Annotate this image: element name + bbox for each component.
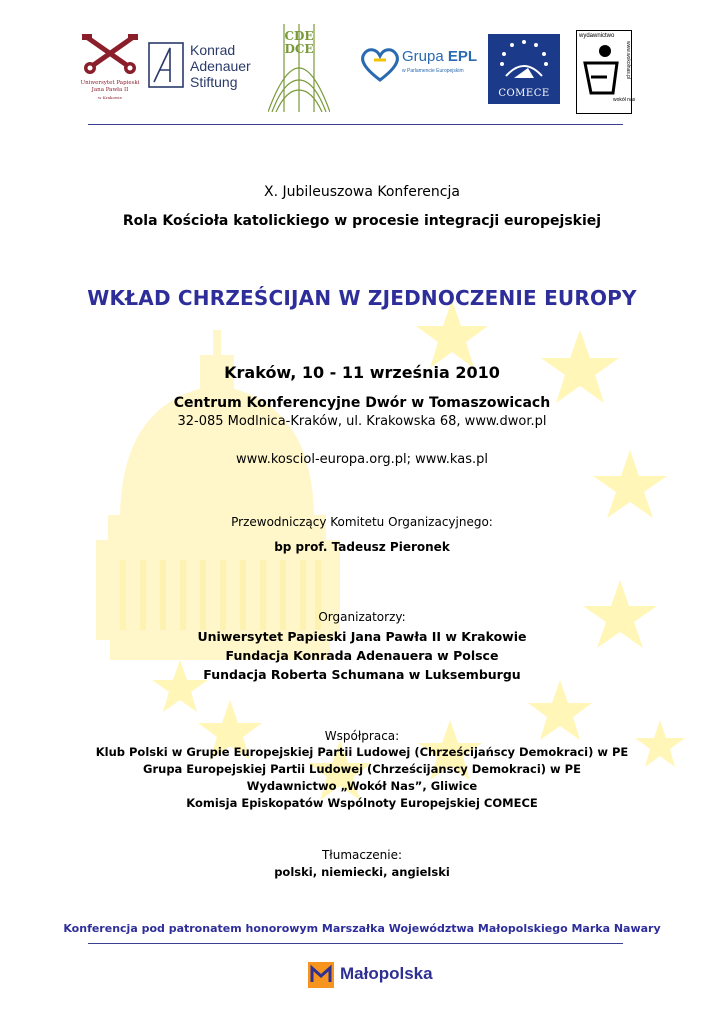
cooperation-item: Grupa Europejskiej Partii Ludowej (Chrześcijanscy Demokraci) w PE (143, 762, 581, 776)
cooperation-item: Wydawnictwo „Wokół Nas”, Gliwice (246, 779, 478, 793)
epl-name-suffix: EPL (447, 48, 478, 65)
event-websites: www.kosciol-europa.org.pl; www.kas.pl (236, 452, 488, 467)
partner-logos-row (70, 22, 636, 114)
header-divider (88, 124, 623, 125)
event-date-place: Kraków, 10 - 11 września 2010 (224, 363, 500, 382)
upjp2-caption-line: Jana Pawła II (91, 87, 129, 93)
comece-name: COMECE (498, 88, 550, 99)
organizer-item: Fundacja Roberta Schumana w Luksemburgu (203, 667, 521, 682)
upjp2-logo (78, 32, 142, 114)
cde-letters-bottom: DCE (284, 42, 314, 56)
wokol-side-text: www.wokolnas.pl (625, 41, 631, 80)
epl-name-prefix: Grupa (402, 48, 448, 65)
upjp2-caption-line: Uniwersytet Papieski (80, 80, 140, 86)
cooperation-item: Klub Polski w Grupie Europejskiej Partii Ludowej (Chrześcijańscy Demokraci) w PE (95, 745, 629, 759)
committee-label: Przewodniczący Komitetu Organizacyjnego: (231, 515, 493, 529)
organizers-label: Organizatorzy: (318, 610, 406, 624)
cooperation-item: Komisja Episkopatów Wspólnoty Europejskiej COMECE (186, 796, 538, 810)
kas-emblem-icon (148, 42, 184, 88)
comece-logo (488, 34, 560, 104)
wokol-nas-logo (576, 30, 636, 114)
organizer-item: Uniwersytet Papieski Jana Pawła II w Krakowie (197, 629, 527, 644)
crossed-keys-icon (78, 32, 142, 76)
malopolska-logo (308, 962, 448, 992)
organizers-list (0, 627, 724, 684)
conference-subtitle: Rola Kościoła katolickiego w procesie integracji europejskiej (122, 213, 602, 229)
organizer-item: Fundacja Konrada Adenauera w Polsce (225, 648, 499, 663)
star-1 (416, 300, 488, 368)
kas-name-line: Adenauer (190, 58, 251, 74)
conference-edition: X. Jubileuszowa Konferencja (264, 184, 460, 200)
comece-stars-icon (488, 34, 560, 90)
patronage-note: Konferencja pod patronatem honorowym Marszałka Województwa Małopolskiego Marka Nawary (63, 922, 661, 935)
cde-letters-top: CDE (284, 29, 314, 43)
kas-logo (148, 42, 260, 92)
upjp2-caption-line: w Krakowie (98, 95, 122, 100)
kas-name-line: Konrad (190, 42, 236, 58)
event-venue: Centrum Konferencyjne Dwór w Tomaszowicach (173, 395, 551, 411)
page-title: WKŁAD CHRZEŚCIJAN W ZJEDNOCZENIE EUROPY (87, 286, 637, 310)
malopolska-text: Małopolska (340, 964, 433, 983)
epl-subtitle: w Parlamencie Europejskim (402, 68, 464, 74)
wokol-bottom-text: wokół nas (613, 97, 636, 103)
malopolska-emblem-icon (308, 962, 334, 988)
cde-dce-logo (268, 24, 330, 112)
translation-languages: polski, niemiecki, angielski (274, 865, 450, 879)
translation-label: Tłumaczenie: (321, 848, 403, 862)
cooperation-label: Współpraca: (324, 729, 400, 743)
cooperation-list (0, 744, 724, 812)
heart-icon (360, 46, 400, 82)
figure-icon (581, 43, 621, 99)
epl-logo (360, 44, 480, 90)
kas-name-line: Stiftung (190, 74, 238, 90)
event-address: 32-085 Modlnica-Kraków, ul. Krakowska 68, www.dwor.pl (177, 414, 547, 429)
footer-divider (88, 943, 623, 944)
wokol-top-text: wydawnictwo (579, 33, 615, 39)
committee-chair: bp prof. Tadeusz Pieronek (274, 540, 450, 554)
